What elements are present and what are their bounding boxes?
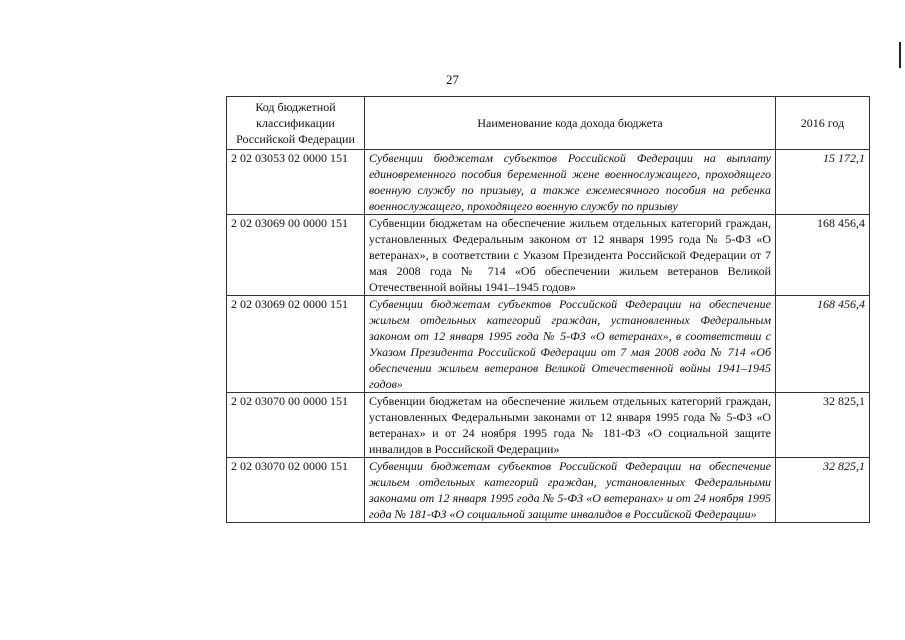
header-code: Код бюджетной классификации Российской Федерации xyxy=(227,97,365,150)
row-amount: 32 825,1 xyxy=(776,458,870,523)
page-number: 27 xyxy=(446,72,459,87)
row-code: 2 02 03069 02 0000 151 xyxy=(227,296,365,393)
table-row xyxy=(227,215,870,296)
row-amount: 32 825,1 xyxy=(776,393,870,458)
budget-table xyxy=(226,96,870,523)
row-amount: 168 456,4 xyxy=(776,296,870,393)
scan-edge-mark xyxy=(899,42,901,68)
header-name: Наименование кода дохода бюджета xyxy=(365,97,776,150)
row-name: Субвенции бюджетам на обеспечение жильем отдельных категорий граждан, установленных Федеральными законами от 12 января 1995 года № 5-ФЗ «О ветеранах» и от 24 ноября 1995 года № 181-ФЗ «О социальной защите инвалидов в Российской Федерации» xyxy=(365,393,776,458)
row-code: 2 02 03070 02 0000 151 xyxy=(227,458,365,523)
row-code: 2 02 03069 00 0000 151 xyxy=(227,215,365,296)
row-name: Субвенции бюджетам субъектов Российской Федерации на выплату единовременного пособия беременной жене военнослужащего, проходящего военную службу по призыву, а также ежемесячного пособия на ребенка военнослужащего, проходящего военную службу по призыву xyxy=(365,150,776,215)
table-row xyxy=(227,458,870,523)
row-amount: 168 456,4 xyxy=(776,215,870,296)
row-code: 2 02 03053 02 0000 151 xyxy=(227,150,365,215)
header-year: 2016 год xyxy=(776,97,870,150)
row-name: Субвенции бюджетам на обеспечение жильем отдельных категорий граждан, установленных Федеральным законом от 12 января 1995 года № 5-ФЗ «О ветеранах», в соответствии с Указом Президента Российской Федерации от 7 мая 2008 года № 714 «Об обеспечении жильем ветеранов Великой Отечественной войны 1941–1945 годов» xyxy=(365,215,776,296)
row-name: Субвенции бюджетам субъектов Российской Федерации на обеспечение жильем отдельных категорий граждан, установленных Федеральным законом от 12 января 1995 года № 5-ФЗ «О ветеранах», в соответствии с Указом Президента Российской Федерации от 7 мая 2008 года № 714 «Об обеспечении жильем ветеранов Великой Отечественной войны 1941–1945 годов» xyxy=(365,296,776,393)
table-header-row xyxy=(227,97,870,150)
row-amount: 15 172,1 xyxy=(776,150,870,215)
table-row xyxy=(227,296,870,393)
table-row xyxy=(227,150,870,215)
table-row xyxy=(227,393,870,458)
row-code: 2 02 03070 00 0000 151 xyxy=(227,393,365,458)
row-name: Субвенции бюджетам субъектов Российской Федерации на обеспечение жильем отдельных категорий граждан, установленных Федеральными законами от 12 января 1995 года № 5-ФЗ «О ветеранах» и от 24 ноября 1995 года № 181-ФЗ «О социальной защите инвалидов в Российской Федерации» xyxy=(365,458,776,523)
